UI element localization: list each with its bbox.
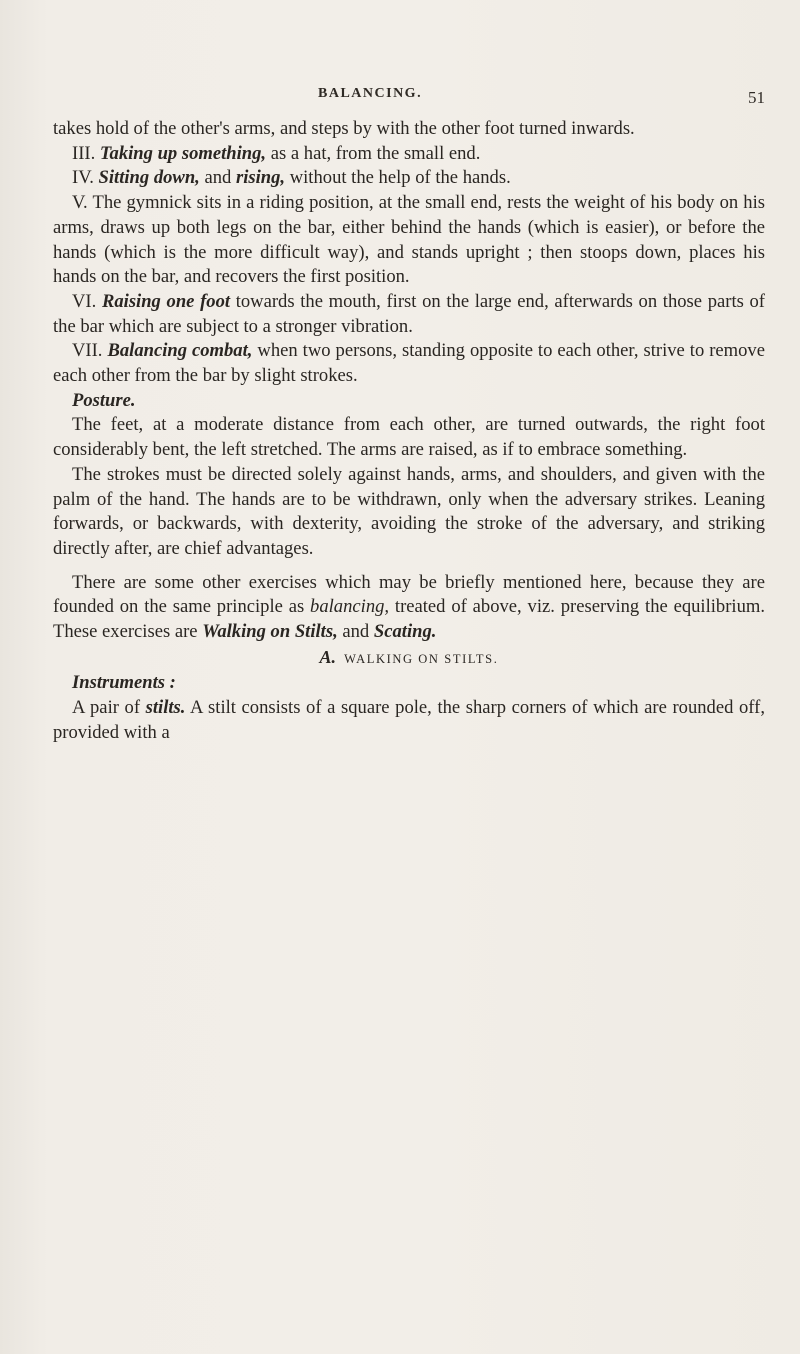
item-title: Sitting down, xyxy=(98,167,200,189)
item-vii xyxy=(53,339,765,388)
instruments-paragraph xyxy=(53,696,765,745)
strokes-paragraph: The strokes must be directed solely against hands, arms, and shoulders, and given with the palm of the hand. The hands are to be withdrawn, only when the adversary strikes. Leaning forwards, or backwards, with dexterity, avoiding the stroke of the adversary, and striking directly after, are chief advantages. xyxy=(53,463,765,559)
item-number: V. xyxy=(72,192,88,214)
text-run: There are some other exercises which may be briefly mentioned here, because they are founded on the same principle as xyxy=(53,571,765,618)
item-title: Raising one foot xyxy=(101,290,231,312)
text-run: and xyxy=(337,621,374,643)
page-number: 51 xyxy=(748,88,765,107)
instruments-heading: Instruments : xyxy=(72,672,176,694)
item-text: without the help of the hands. xyxy=(285,167,511,189)
section-title: WALKING ON STILTS. xyxy=(344,651,499,666)
section-letter: A. xyxy=(319,646,337,667)
emphasis: Walking on Stilts, xyxy=(202,621,338,643)
item-text: as a hat, from the small end. xyxy=(266,142,481,164)
other-exercises-paragraph xyxy=(53,571,765,645)
text-run: treated of above, viz. preserving the equilibrium. These exercises are xyxy=(53,596,765,643)
item-title: Taking up something, xyxy=(99,142,267,164)
section-heading xyxy=(53,645,765,672)
item-text: The gymnick sits in a riding position, at the small end, rests the weight of his body on his arms, draws up both legs on the bar, either behind the hands (which is easier), or before the hands (which is the more difficult way), and stands upright ; then stoops down, places his hands on the bar, and recovers the first position. xyxy=(53,192,765,288)
paragraph-continuation: takes hold of the other's arms, and steps by with the other foot turned inwards. xyxy=(53,118,635,139)
item-number: IV. xyxy=(72,167,94,189)
item-text: towards the mouth, first on the large end, afterwards on those parts of the bar which are subject to a stronger vibration. xyxy=(53,290,765,337)
item-number: III. xyxy=(72,142,96,164)
posture-heading: Posture. xyxy=(72,389,136,411)
item-title: Balancing combat, xyxy=(107,340,253,362)
item-vi xyxy=(53,290,765,339)
item-v xyxy=(53,191,765,290)
item-text: when two persons, standing opposite to each other, strive to remove each other from the bar by slight strokes. xyxy=(53,340,765,387)
posture-paragraph: The feet, at a moderate distance from each other, are turned outwards, the right foot considerably bent, the left stretched. The arms are raised, as if to embrace something. xyxy=(53,414,765,461)
emphasis: balancing, xyxy=(310,596,390,618)
item-iv xyxy=(53,166,765,191)
item-title: rising, xyxy=(235,167,286,189)
item-number: VI. xyxy=(72,290,97,312)
item-iii xyxy=(53,142,765,167)
item-text: and xyxy=(199,167,236,189)
text-run: A stilt consists of a square pole, the sharp corners of which are rounded off, provided with a xyxy=(53,697,765,743)
page-text xyxy=(53,117,765,746)
item-number: VII. xyxy=(72,340,103,362)
emphasis: Scating. xyxy=(373,621,437,643)
running-title: BALANCING. xyxy=(318,86,423,101)
emphasis: stilts. xyxy=(145,697,186,719)
text-run: A pair of xyxy=(72,697,146,719)
